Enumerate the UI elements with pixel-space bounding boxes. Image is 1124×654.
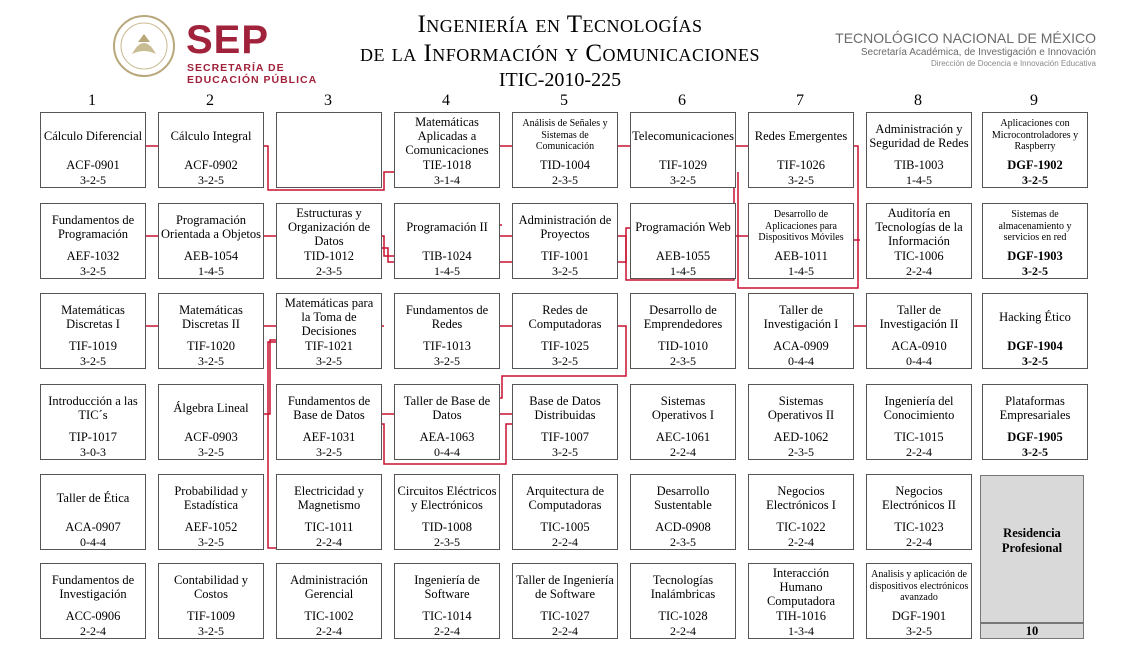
course-code: TIC-1014 xyxy=(422,609,472,623)
course-frame xyxy=(748,563,854,625)
course-name: Tecnologías Inalámbricas xyxy=(650,572,716,601)
course-box xyxy=(394,293,500,368)
course-code: TIC-1002 xyxy=(304,609,354,623)
course-box xyxy=(512,563,618,638)
course-code: ACD-0908 xyxy=(655,520,711,534)
course-code: TIF-1021 xyxy=(305,339,353,353)
course-credits: 2-3-5 xyxy=(276,264,382,279)
course-code: DGF-1904 xyxy=(1007,339,1063,353)
course-box xyxy=(394,203,500,278)
course-box xyxy=(630,203,736,278)
sep-logo: SEP xyxy=(186,18,270,62)
course-credits: 2-2-4 xyxy=(748,535,854,550)
course-box xyxy=(866,112,972,187)
course-credits: 3-2-5 xyxy=(982,173,1088,188)
course-name: Fundamentos de Investigación xyxy=(51,572,135,601)
course-box xyxy=(394,563,500,638)
course-name xyxy=(279,113,379,158)
tecnm-name: TECNOLÓGICO NACIONAL DE MÉXICO xyxy=(835,30,1096,46)
course-code: TIF-1020 xyxy=(187,339,235,353)
course-name: Programación II xyxy=(406,219,488,234)
course-code: AEC-1061 xyxy=(655,430,711,444)
course-name: Introducción a las TIC´s xyxy=(48,393,138,422)
course-name: Programación Web xyxy=(635,219,731,234)
course-code: AEF-1052 xyxy=(184,520,238,534)
course-name: Ingeniería del Conocimiento xyxy=(883,393,955,422)
course-frame xyxy=(158,112,264,174)
course-box xyxy=(982,293,1088,368)
course-box xyxy=(40,474,146,549)
course-frame xyxy=(158,384,264,446)
course-credits: 3-0-3 xyxy=(40,445,146,460)
course-credits: 3-2-5 xyxy=(512,354,618,369)
course-box xyxy=(982,203,1088,278)
course-code: AEB-1011 xyxy=(774,249,828,263)
course-credits: 2-2-4 xyxy=(512,535,618,550)
course-credits: 3-2-5 xyxy=(158,445,264,460)
course-code: TIC-1015 xyxy=(894,430,944,444)
course-frame xyxy=(630,474,736,536)
course-name: Aplicaciones con Microcontroladores y Raspberry xyxy=(991,118,1079,153)
course-credits: 1-4-5 xyxy=(866,173,972,188)
course-frame xyxy=(276,474,382,536)
course-box xyxy=(40,293,146,368)
course-name: Redes Emergentes xyxy=(754,128,848,143)
course-frame xyxy=(394,293,500,355)
course-name: Ingeniería de Software xyxy=(414,572,480,601)
course-box xyxy=(276,112,382,174)
course-box xyxy=(866,203,972,278)
course-box xyxy=(276,293,382,368)
course-frame xyxy=(982,384,1088,446)
course-credits: 0-4-4 xyxy=(394,445,500,460)
course-credits: 3-2-5 xyxy=(276,354,382,369)
course-frame xyxy=(40,563,146,625)
course-code: ACA-0909 xyxy=(773,339,829,353)
course-name: Taller de Ética xyxy=(56,490,130,505)
course-name: Matemáticas Discretas II xyxy=(179,302,243,331)
course-name: Contabilidad y Costos xyxy=(174,572,248,601)
course-box xyxy=(630,112,736,187)
course-frame xyxy=(158,293,264,355)
course-code: TIC-1027 xyxy=(540,609,590,623)
course-frame xyxy=(40,474,146,536)
course-frame xyxy=(748,203,854,265)
course-code: ACF-0903 xyxy=(184,430,238,444)
course-credits: 3-2-5 xyxy=(158,624,264,639)
semester-number-8: 8 xyxy=(914,92,922,109)
course-box xyxy=(40,563,146,638)
course-code: TIC-1011 xyxy=(304,520,354,534)
course-frame xyxy=(276,293,382,355)
course-code: TIH-1016 xyxy=(776,609,826,623)
course-credits: 3-2-5 xyxy=(158,535,264,550)
course-name: Telecomunicaciones xyxy=(632,128,734,143)
course-credits: 2-2-4 xyxy=(630,445,736,460)
course-box xyxy=(748,293,854,368)
course-name: Administración y Seguridad de Redes xyxy=(869,121,969,150)
course-box xyxy=(866,563,972,638)
course-credits: 2-2-4 xyxy=(276,535,382,550)
course-code: AEF-1032 xyxy=(66,249,120,263)
course-frame xyxy=(630,293,736,355)
course-frame xyxy=(630,112,736,174)
course-credits: 2-3-5 xyxy=(630,535,736,550)
semester-number-1: 1 xyxy=(88,92,96,109)
course-credits: 1-4-5 xyxy=(394,264,500,279)
course-name: Auditoría en Tecnologías de la Información xyxy=(875,205,963,248)
semester-number-2: 2 xyxy=(206,92,214,109)
course-name: Fundamentos de Redes xyxy=(405,302,489,331)
course-credits: 2-3-5 xyxy=(512,173,618,188)
course-box xyxy=(158,474,264,549)
course-code: TIF-1001 xyxy=(541,249,589,263)
course-name: Taller de Investigación II xyxy=(879,302,959,331)
sep-subtitle-line2: EDUCACIÓN PÚBLICA xyxy=(187,74,318,86)
course-code: TIC-1022 xyxy=(776,520,826,534)
course-frame xyxy=(394,112,500,174)
course-credits: 3-2-5 xyxy=(630,173,736,188)
course-box xyxy=(866,474,972,549)
course-code: AEB-1055 xyxy=(655,249,711,263)
course-credits: 2-2-4 xyxy=(866,264,972,279)
course-frame xyxy=(40,384,146,446)
course-frame xyxy=(748,384,854,446)
course-box xyxy=(512,384,618,459)
course-credits: 3-1-4 xyxy=(394,173,500,188)
course-box xyxy=(748,203,854,278)
semester-number-5: 5 xyxy=(560,92,568,109)
semester-number-3: 3 xyxy=(324,92,332,109)
course-code: TIF-1013 xyxy=(423,339,471,353)
course-frame xyxy=(276,112,382,174)
course-box xyxy=(40,203,146,278)
course-frame xyxy=(748,474,854,536)
course-frame xyxy=(512,384,618,446)
course-name: Desarrollo de Emprendedores xyxy=(643,302,723,331)
residencia-name: Residencia Profesional xyxy=(1001,526,1063,555)
course-name: Electricidad y Magnetismo xyxy=(294,483,364,512)
course-code: TIB-1003 xyxy=(894,158,944,172)
course-credits: 3-2-5 xyxy=(982,264,1088,279)
course-frame xyxy=(512,563,618,625)
semester-number-4: 4 xyxy=(442,92,450,109)
course-box xyxy=(158,384,264,459)
course-code: TIF-1026 xyxy=(777,158,825,172)
course-frame xyxy=(394,474,500,536)
course-name: Arquitectura de Computadoras xyxy=(525,483,605,512)
course-code: TID-1010 xyxy=(658,339,708,353)
course-credits: 2-2-4 xyxy=(394,624,500,639)
course-code: TID-1008 xyxy=(422,520,472,534)
tecnm-sub2: Dirección de Docencia e Innovación Educativa xyxy=(931,59,1096,68)
course-credits: 3-2-5 xyxy=(40,354,146,369)
plan-code: ITIC-2010-225 xyxy=(498,69,622,91)
course-name: Negocios Electrónicos I xyxy=(766,483,836,512)
course-code: TIF-1019 xyxy=(69,339,117,353)
course-frame xyxy=(630,203,736,265)
course-name: Taller de Base de Datos xyxy=(403,393,491,422)
course-name: Administración Gerencial xyxy=(290,572,368,601)
course-box xyxy=(276,384,382,459)
course-credits: 0-4-4 xyxy=(40,535,146,550)
course-credits: 1-4-5 xyxy=(158,264,264,279)
course-code: DGF-1905 xyxy=(1007,430,1063,444)
course-name: Plataformas Empresariales xyxy=(999,393,1071,422)
course-credits: 2-3-5 xyxy=(630,354,736,369)
course-name: Administración de Proyectos xyxy=(518,212,612,241)
title-line1: Ingeniería en Tecnologías xyxy=(417,11,703,38)
course-code: TIC-1005 xyxy=(540,520,590,534)
course-box xyxy=(40,112,146,187)
course-code: ACC-0906 xyxy=(65,609,121,623)
course-box xyxy=(866,293,972,368)
course-code: TIC-1006 xyxy=(894,249,944,263)
course-credits: 3-2-5 xyxy=(512,445,618,460)
course-frame xyxy=(394,203,500,265)
course-code: TIF-1007 xyxy=(541,430,589,444)
course-credits: 2-3-5 xyxy=(394,535,500,550)
course-frame xyxy=(982,203,1088,265)
course-credits: 3-2-5 xyxy=(982,354,1088,369)
course-credits: 3-2-5 xyxy=(982,445,1088,460)
sep-subtitle-line1: SECRETARÍA DE xyxy=(187,62,285,74)
residencia-credits: 10 xyxy=(980,623,1084,639)
semester-number-9: 9 xyxy=(1030,92,1038,109)
course-frame xyxy=(158,563,264,625)
course-box xyxy=(158,203,264,278)
course-frame xyxy=(40,203,146,265)
course-name: Analisis y aplicación de dispositivos electrónicos avanzado xyxy=(869,569,969,604)
course-name: Matemáticas Discretas I xyxy=(61,302,125,331)
course-code: ACA-0907 xyxy=(65,520,121,534)
course-name: Matemáticas para la Toma de Decisiones xyxy=(284,295,374,338)
course-name: Álgebra Lineal xyxy=(173,400,249,415)
semester-number-6: 6 xyxy=(678,92,686,109)
course-credits: 3-2-5 xyxy=(512,264,618,279)
course-code: DGF-1901 xyxy=(891,609,947,623)
course-box xyxy=(630,293,736,368)
course-credits: 2-2-4 xyxy=(630,624,736,639)
course-frame xyxy=(512,112,618,174)
course-name: Desarrollo Sustentable xyxy=(654,483,712,512)
course-box xyxy=(748,474,854,549)
course-box xyxy=(512,112,618,187)
course-name: Sistemas Operativos I xyxy=(651,393,715,422)
semester-number-7: 7 xyxy=(796,92,804,109)
course-credits xyxy=(276,173,382,188)
course-code: ACF-0902 xyxy=(184,158,238,172)
course-frame xyxy=(748,293,854,355)
course-frame xyxy=(158,474,264,536)
residencia-box xyxy=(980,475,1084,623)
course-credits: 2-2-4 xyxy=(276,624,382,639)
course-frame xyxy=(630,384,736,446)
course-box xyxy=(40,384,146,459)
course-frame xyxy=(40,112,146,174)
course-name: Probabilidad y Estadística xyxy=(174,483,248,512)
course-credits: 0-4-4 xyxy=(866,354,972,369)
course-name: Negocios Electrónicos II xyxy=(882,483,956,512)
course-frame xyxy=(866,474,972,536)
course-name: Taller de Investigación I xyxy=(763,302,839,331)
course-credits: 3-2-5 xyxy=(40,173,146,188)
course-box xyxy=(158,293,264,368)
course-frame xyxy=(158,203,264,265)
course-frame xyxy=(512,203,618,265)
course-box xyxy=(748,384,854,459)
course-code: TID-1012 xyxy=(304,249,354,263)
course-name: Cálculo Diferencial xyxy=(43,128,143,143)
course-frame xyxy=(982,112,1088,174)
course-name: Programación Orientada a Objetos xyxy=(161,212,261,241)
connector-line xyxy=(268,342,276,548)
course-credits: 2-2-4 xyxy=(512,624,618,639)
course-code: TID-1004 xyxy=(540,158,590,172)
course-box xyxy=(512,474,618,549)
course-name: Desarrollo de Aplicaciones para Dispositivos Móviles xyxy=(758,209,844,244)
course-code: AED-1062 xyxy=(773,430,829,444)
course-box xyxy=(982,384,1088,459)
course-code: TIF-1025 xyxy=(541,339,589,353)
course-box xyxy=(394,474,500,549)
course-box xyxy=(276,203,382,278)
course-frame xyxy=(276,563,382,625)
course-credits: 1-4-5 xyxy=(630,264,736,279)
course-code: TIC-1028 xyxy=(658,609,708,623)
course-name: Sistemas Operativos II xyxy=(767,393,835,422)
course-box xyxy=(748,112,854,187)
course-box xyxy=(630,474,736,549)
course-name: Taller de Ingeniería de Software xyxy=(516,572,614,601)
course-frame xyxy=(748,112,854,174)
course-code: TIE-1018 xyxy=(422,158,472,172)
course-code: AEA-1063 xyxy=(419,430,475,444)
connector-line xyxy=(262,340,276,414)
course-box xyxy=(158,112,264,187)
course-frame xyxy=(512,474,618,536)
course-frame xyxy=(982,293,1088,355)
course-box xyxy=(630,384,736,459)
course-box xyxy=(394,384,500,459)
course-code: TIB-1024 xyxy=(422,249,472,263)
course-frame xyxy=(866,112,972,174)
course-frame xyxy=(276,384,382,446)
course-box xyxy=(394,112,500,187)
course-code: TIF-1009 xyxy=(187,609,235,623)
course-frame xyxy=(866,563,972,625)
course-credits: 1-4-5 xyxy=(748,264,854,279)
title-line2: de la Información y Comunicaciones xyxy=(359,40,760,67)
course-frame xyxy=(394,563,500,625)
course-code: AEB-1054 xyxy=(183,249,239,263)
course-name: Interacción Humano Computadora xyxy=(766,565,836,608)
course-credits: 2-3-5 xyxy=(748,445,854,460)
course-box xyxy=(748,563,854,638)
course-credits: 3-2-5 xyxy=(866,624,972,639)
course-box xyxy=(630,563,736,638)
course-box xyxy=(982,112,1088,187)
course-frame xyxy=(512,293,618,355)
course-name: Sistemas de almacenamiento y servicios en red xyxy=(998,209,1072,244)
course-name: Cálculo Integral xyxy=(170,128,252,143)
course-credits: 1-3-4 xyxy=(748,624,854,639)
course-code: DGF-1902 xyxy=(1007,158,1063,172)
course-name: Circuitos Eléctricos y Electrónicos xyxy=(397,483,497,512)
course-credits: 3-2-5 xyxy=(276,445,382,460)
course-frame xyxy=(866,384,972,446)
course-name: Análisis de Señales y Sistemas de Comunicación xyxy=(522,118,608,153)
course-name: Estructuras y Organización de Datos xyxy=(287,205,371,248)
course-credits: 3-2-5 xyxy=(748,173,854,188)
course-code: TIC-1023 xyxy=(894,520,944,534)
course-frame xyxy=(40,293,146,355)
course-box xyxy=(512,203,618,278)
course-name: Fundamentos de Programación xyxy=(51,212,135,241)
course-code: ACF-0901 xyxy=(66,158,120,172)
course-frame xyxy=(276,203,382,265)
course-box xyxy=(512,293,618,368)
tecnm-sub1: Secretaría Académica, de Investigación e Innovación xyxy=(860,47,1096,58)
course-box xyxy=(866,384,972,459)
course-code: TIF-1029 xyxy=(659,158,707,172)
course-frame xyxy=(866,293,972,355)
course-credits: 2-2-4 xyxy=(866,445,972,460)
course-credits: 3-2-5 xyxy=(394,354,500,369)
course-credits: 0-4-4 xyxy=(748,354,854,369)
course-name: Redes de Computadoras xyxy=(528,302,602,331)
course-box xyxy=(276,563,382,638)
course-name: Base de Datos Distribuidas xyxy=(529,393,601,422)
course-box xyxy=(276,474,382,549)
course-box xyxy=(158,563,264,638)
course-name: Matemáticas Aplicadas a Comunicaciones xyxy=(405,114,489,157)
course-code: AEF-1031 xyxy=(302,430,356,444)
course-name: Fundamentos de Base de Datos xyxy=(287,393,371,422)
course-credits: 2-2-4 xyxy=(40,624,146,639)
course-name: Hacking Ético xyxy=(999,309,1071,324)
course-credits: 3-2-5 xyxy=(158,173,264,188)
course-code: DGF-1903 xyxy=(1007,249,1063,263)
course-code: ACA-0910 xyxy=(891,339,947,353)
course-frame xyxy=(630,563,736,625)
course-credits: 3-2-5 xyxy=(158,354,264,369)
course-code: TIP-1017 xyxy=(69,430,117,444)
course-credits: 3-2-5 xyxy=(40,264,146,279)
course-frame xyxy=(394,384,500,446)
course-frame xyxy=(866,203,972,265)
course-credits: 2-2-4 xyxy=(866,535,972,550)
